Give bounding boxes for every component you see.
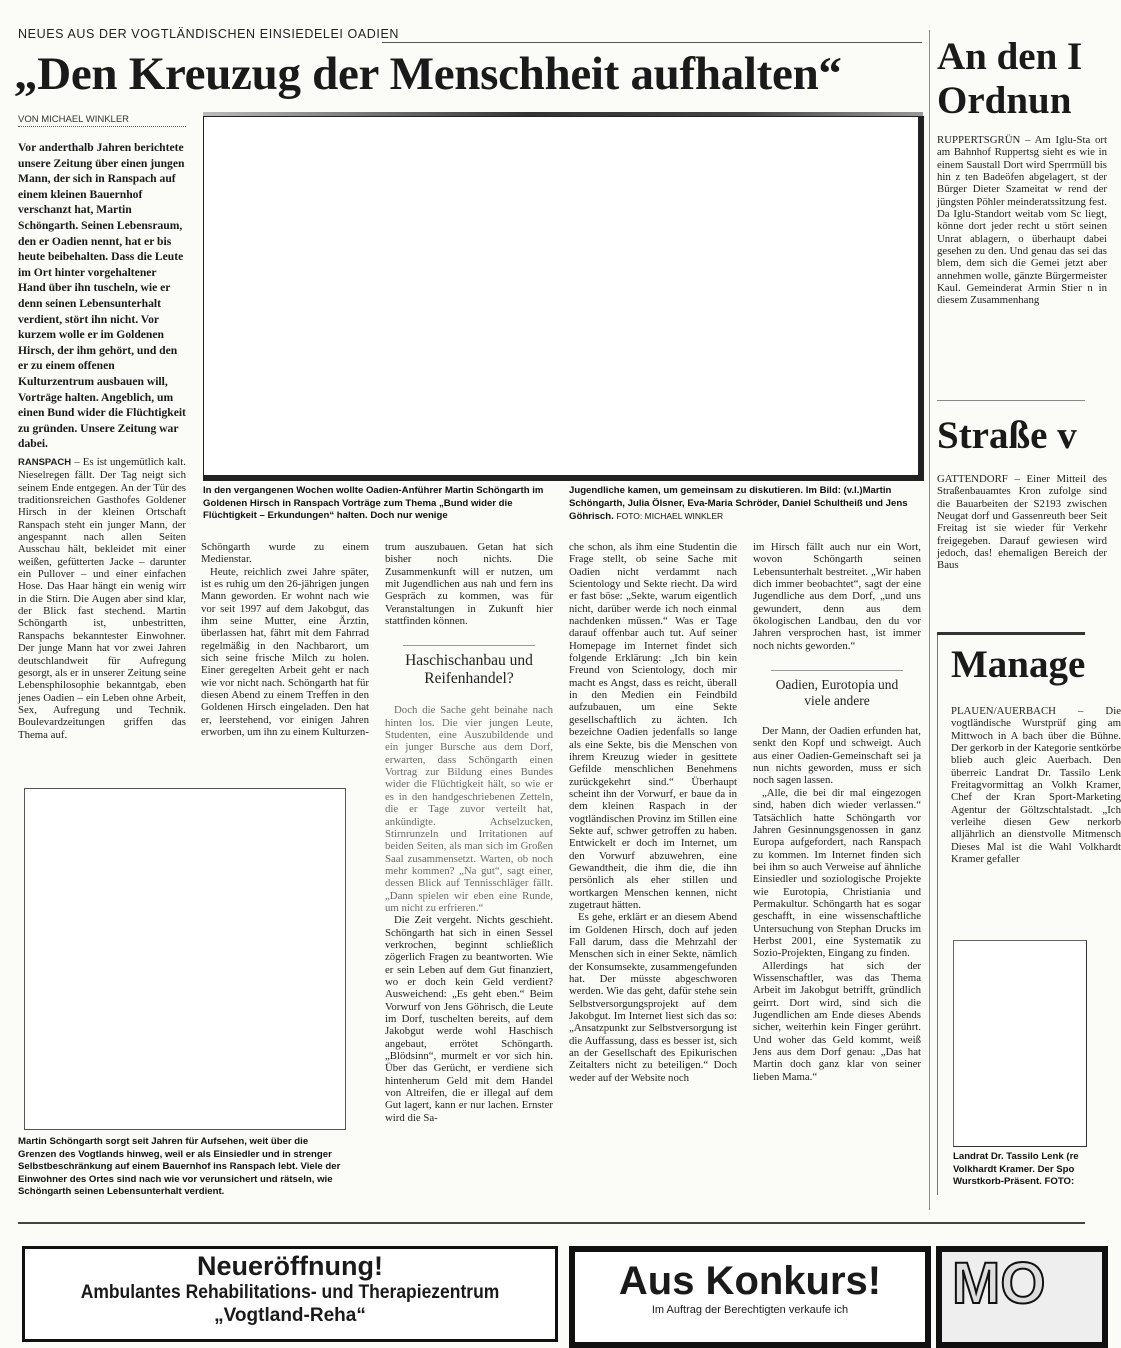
caption-text: In den vergangenen Wochen wollte Oadien-Anführer Martin Schöngarth im Goldenen Hirsch in Ranspach Vorträge zum Thema „Bund wider die Flüchtigkeit – Erkundungen“ halten. Doch nur wenige [203,485,544,522]
ad-subtitle: Im Auftrag der Berechtigten verkaufe ich [651,1304,849,1316]
photo-credit: FOTO: MICHAEL WINKLER [616,511,724,522]
paragraph: Der Mann, der Oadien erfunden hat, senkt den Kopf und schweigt. Auch aus einer Oadien-Gemeinschaft sei ja nun nichts geworden, muss er sich noch sagen lassen. [753,725,921,787]
ad-mo [936,1246,1108,1348]
kicker: NEUES AUS DER VOGTLÄNDISCHEN EINSIEDELEI OADIEN [18,27,400,41]
main-photo-caption-right [569,485,919,524]
ad-konkurs [569,1246,931,1348]
body-text: RUPPERTSGRÜN – Am Iglu-Sta ort am Bahnhof Ruppertsg sieht es wie in einem Saustall Dort wird Sperrmüll bis hin z ten Badeöfen abgelagert, st der Bürger Dieter Szameitat w rend der jüngsten Pöhler meinderatssitzung fest. Da Iglu-Standort weitab vom Sc liegt, könne dort jeder recht u stört seinen Unrat ablagern, o überhaupt dabei gesehen zu den. Und genau das sei das blem, dem sich die Gemei jetzt aber annehmen wolle, gänzte Bürgermeister Kaul. Gemeinderat Armin Stier n in diesem Zusammenhang [937,134,1107,307]
right-story-1 [937,134,1107,307]
right-headline-2: Straße v [937,414,1077,457]
kicker-rule [382,42,922,43]
right-headline-1 [937,35,1082,123]
ad-rehab [22,1246,558,1342]
paragraph: Heute, reichlich zwei Jahre später, ist es ruhig um den 26-jährigen jungen Mann geworden. Er wohnt nach wie vor seit 1997 auf dem Jakobgut, das ihm seine Mutter, eine Ärztin, überlassen hat, fährt mit dem Fahrrad regelmäßig in den Nachbarort, um sich seine frische Milch zu holen. Einer geregelten Arbeit geht er nach wie vor nicht nach. Schöngarth hat für diesen Abend zu einem Treffen in den Goldenen Hirsch eingeladen. Den hat er, leerstehend, vor einigen Jahren erworben, um ihn zu einem Kulturzen- [201,565,369,739]
dateline: RANSPACH [18,457,72,468]
main-photo [203,116,924,481]
subhead-rule [403,645,535,646]
headline: „Den Kreuzug der Menschheit aufhalten“ [14,48,842,100]
column-divider [929,30,930,1210]
right-photo-caption: Landrat Dr. Tassilo Lenk (re Volkhardt Kramer. Der Spo Wurstkorb-Präsent. FOTO: [953,1151,1079,1188]
paragraph: Die Zeit vergeht. Nichts geschieht. Schöngarth hat sich in einen Sessel verkrochen, beginnt schließlich zögerlich Fragen zu beantworten. Wie er sein Leben auf dem Gut finanziert, wo er doch kein Geld verdient? Ausweichend: „Es geht eben.“ Beim Vorwurf von Jens Göhrisch, die Leute im Dorf, tuschelten bereits, auf dem Jakobgut werde wohl Haschisch angebaut, errötet Schöngarth. „Blödsinn“, murmelt er vor sich hin. Über das Gerücht, er verdiene sich hintenherum Geld mit dem Handel von Altreifen, die er illegal auf dem Gut lagert, kann er nur lachen. Ernster wird die Sa- [385,914,553,1124]
ad-title: MO [952,1251,1046,1316]
right-story-2 [937,473,1107,572]
body-text: PLAUEN/AUERBACH – Die vogtländische Wurstprüf ging am Mittwoch in A bach über die Bühne. Der gerkorb in der Kategorie sentkörbe blieb auch gleic Auerbach. Den überreic Landrat Dr. Tassilo Lenk Freitagvormittag an Volkh Kramer, Chef der Kran Sport-Marketing Agentur der Göltzschtalstadt. „Ich verleihe diesen Gew nerkorb alljährlich an dienstvolle Mitmensch Dieses Mal ist die Wahl Volkhardt Kramer gefaller [951,705,1121,866]
left-photo [24,788,346,1130]
ad-subtitle: „Vogtland-Reha“ [214,1305,366,1326]
body-text: GATTENDORF – Einer Mitteil des Straßenbauamtes Kron zufolge sind die Bauarbeiten der S2193 zwischen Neugat dorf und Gassenreuth beer Seit Freitag ist sie wieder für Verkehr freigegeben. Darauf gewiesen wird jedoch, das! ehemaligen Bereich der Baus [937,473,1107,572]
column-5 [753,541,921,1083]
subhead: Oadien, Eurotopia und viele andere [775,677,899,709]
paragraph: trum auszubauen. Getan hat sich bisher noch nichts. Die Zusammenkunft will er nutzen, um mit Jugendlichen aus nah und fern ins Gespräch zu kommen, was für Veranstaltungen in Zukunft hier stattfinden können. [385,541,553,628]
right-story-divider [937,400,1085,401]
paragraph: Allerdings hat sich der Wissenschaftler, was das Thema Arbeit im Jakobgut betrifft, gründlich geirrt. Dort wird, sind sich die Jugendlichen am Ende dieses Abends sicher, weiterhin kein Finger gerührt. Und woher das Geld kommt, weiß Jens aus dem Dorf genau: „Das hat Martin doch ganz klar von seiner lieben Mama.“ [753,959,921,1083]
right-photo [953,940,1087,1147]
column-2 [201,541,369,739]
body-text: – Es ist ungemütlich kalt. Nieselregen fällt. Der Tag neigt sich seinem Ende entgegen. An der Tür des traditionsreichen Gasthofes Goldener Hirsch in der kleinen Ortschaft Ranspach steht ein junger Mann, der angespannt nach allen Seiten Ausschau hält, bekleidet mit einer weißen, gefütterten Jacke – darunter ein Pullover – und einer einfachen Hose. Das Haar hängt ein wenig wirr in die Stirn. Die Augen aber sind klar, der Blick fast stechend. Martin Schöngarth ist, unbestritten, Ranspachs bekanntester Einwohner. Der junge Mann hat vor zwei Jahren deutschlandweit für Aufregung gesorgt, als er in unserer Zeitung seine Lebensphilosophie bekanntgab, eben jenes Oadien – ein Leben ohne Arbeit, Sex, Aufregung und Technik. Boulevardzeitungen griffen das Thema auf. [18,456,186,741]
paragraph: Schöngarth wurde zu einem Medienstar. [201,541,369,566]
paragraph: im Hirsch fällt auch nur ein Wort, wovon Schöngarth seinen Lebensunterhalt bestreitet. „Wir haben dich immer beobachtet“, sagt der eine Jugendliche aus dem Dorf, „und uns gewundert, denn aus dem ökologischen Landbau, den du vor Jahren versprochen hast, ist immer noch nichts geworden.“ [753,541,921,652]
subhead: Haschischanbau und Reifenhandel? [405,652,533,688]
ad-subtitle: Ambulantes Rehabilitations- und Therapiezentrum [80,1282,500,1303]
column-4 [569,541,737,1084]
right-headline-3: Manage [951,643,1086,686]
headline-line: An den I [937,35,1083,78]
paragraph: „Alle, die bei dir mal eingezogen sind, haben dich wieder verlassen.“ Tatsächlich hatte Schöngarth vor Jahren Gesinnungsgenossen in ganz Europa aufgefordert, nach Ranspach zu kommen. Im Internet finden sich bei ihm so auch Verweise auf ähnliche Einsiedler und soziologische Projekte wie Eurotopia, Christiania und Permakultur. Schöngarth hat es sogar geschafft, in eine wissenschaftliche Untersuchung von Stephan Drucks im Herbst 2001, eine Systematik zu Sozio-Projekten, Eingang zu finden. [753,786,921,960]
right-story-3 [951,705,1121,865]
byline: VON MICHAEL WINKLER [18,114,186,127]
page-divider [18,1222,1085,1224]
ad-title: Neueröffnung! [197,1251,383,1281]
paragraph: Doch die Sache geht beinahe nach hinten los. Die vier jungen Leute, Studenten, eine Auszubildende und ein junger Bursche aus dem Dorf, erwarten, dass Schöngarth einen Vortrag zur Bildung eines Bundes wider die Flüchtigkeit hält, so wie er es in den handgeschriebenen Zetteln, die er Tage zuvor verteilt hat, ankündigte. Achselzucken, Stirnrunzeln und Irritationen auf beiden Seiten, als man sich im Großen Saal zusammensetzt. Warten, ob noch mehr kommen? „Na gut“, sagt einer, dessen Blick auf Tennisschläger fällt. „Dann spielen wir eben eine Runde, um nicht zu erfrieren.“ [385,704,553,914]
caption-text: Jugendliche kamen, um gemeinsam zu diskutieren. Im Bild: (v.l.)Martin Schöngarth, Julia Ölsner, Eva-Maria Schröder, Daniel Schultheiß und Jens Göhrisch. [569,485,908,523]
intro-text: Vor anderthalb Jahren berichtete unsere Zeitung über einen jungen Mann, der sich in Ranspach auf einem kleinen Bauernhof verschanzt hat, Martin Schöngarth. Seinen Lebensraum, den er Oadien nennt, hat er bis heute beibehalten. Dass die Leute im Ort hinter vorgehaltener Hand über ihn tuscheln, wie er denn seinen Lebensunterhalt verdient, stört ihn nicht. Vor kurzem wolle er im Goldenen Hirsch, der ihm gehört, und den er zu einem offenen Kulturzentrum ausbauen will, Vorträge halten. Angeblich, um einen Bund wider die Flüchtigkeit zu gründen. Unsere Zeitung war dabei. [18,141,186,451]
column-1 [18,456,186,741]
column-3 [385,541,553,1124]
ad-title: Aus Konkurs! [618,1259,882,1303]
left-photo-caption: Martin Schöngarth sorgt seit Jahren für Aufsehen, weit über die Grenzen des Vogtlands hinweg, weil er als Einsiedler und in strenger Selbstbeschränkung auf einem Bauernhof ins Ranspach lebt. Viele der Einwohner des Ortes sind nach wie vor verunsichert und rätseln, wie Schöngarth seinen Lebensunterhalt verdient. [18,1136,341,1198]
subhead-rule [771,670,903,671]
main-photo-caption-left [203,485,555,523]
headline-line: Ordnun [937,79,1072,122]
paragraph: che schon, als ihm eine Studentin die Frage stellt, ob seine Sache mit Oadien nicht verdammt nach Scientology und Sekte riecht. Da wird er fast böse: „Sekte, warum eigentlich nicht, darüber werde ich noch einmal nachdenken müssen.“ Was er Tage darauf offenbar auch tut. Auf seiner Homepage im Internet findet sich folgende Erklärung: „Ich bin kein Freund von Scientology, doch mir macht es Angst, dass es reicht, überall in den Medien ein Feindbild aufzubauen, um eine Sekte gesellschaftlich zu ächten. Ich bezeichne Oadien jedenfalls so lange als eine Sekte, bis die Menschen von ihrem Kreuzug wieder in gesittete Gefilde menschlichen Benehmens zurückgekehrt sind.“ Überhaupt scheint ihn der Vorwurf, er baue da in dem kleinen Raspach in der vogtländischen Provinz im Stillen eine Sekte auf, schwer getroffen zu haben. Entwickelt er doch im Internet, um den Vorwurf abzuwehren, eine Gewandtheit, die ihm die, die ihn persönlich als eher stillen und wortkargen Menschen kennen, nicht zugetraut hätten. [569,541,737,911]
paragraph: Es gehe, erklärt er an diesem Abend im Goldenen Hirsch, doch auf jeden Fall darum, dass die Mehrzahl der Menschen sich in einer Sekte, nämlich der Konsumsekte, zusammengefunden hat. Der müsste abgeschworen werden. Wie das geht, dafür stehe sein Selbstversorgungsprojekt auf dem Jakobgut. Im Internet liest sich das so: „Ansatzpunkt zur Selbstversorgung ist die Auffassung, dass es besser ist, sich an der Gesellschaft des Epikurischen Zeitalters nicht zu beteiligen.“ Doch weder auf der Website noch [569,911,737,1084]
